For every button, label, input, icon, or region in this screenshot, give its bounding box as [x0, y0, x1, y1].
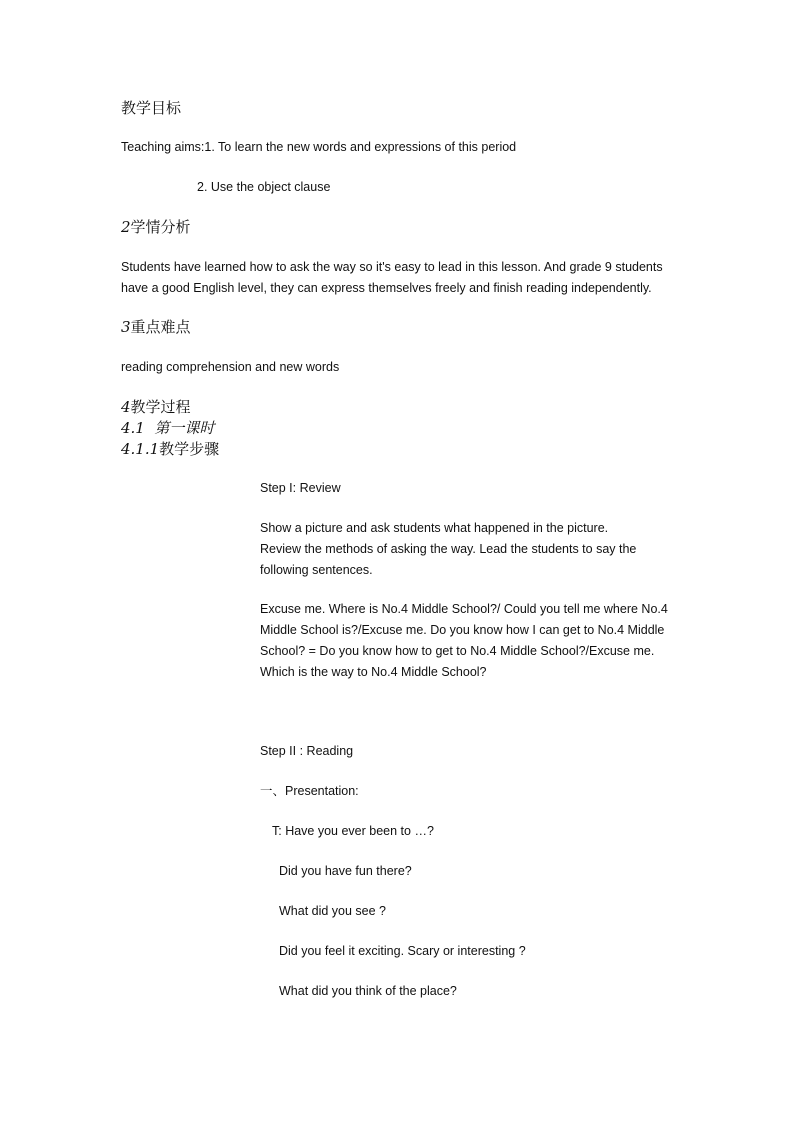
step-1-line-2: Review the methods of asking the way. Lead the students to say the: [260, 542, 637, 556]
heading-key-points: 3重点难点: [121, 318, 191, 336]
teaching-aims-line-2: 2. Use the object clause: [197, 180, 331, 194]
heading-student-analysis: 2学情分析: [121, 218, 191, 236]
key-points-text: reading comprehension and new words: [121, 360, 340, 374]
step-1-line-3: following sentences.: [260, 563, 373, 577]
excuse-line-2: Middle School is?/Excuse me. Do you know how I can get to No.4 Middle: [260, 623, 665, 637]
excuse-line-3: School? = Do you know how to get to No.4 Middle School?/Excuse me.: [260, 644, 655, 658]
question-3: What did you see ?: [279, 904, 387, 918]
question-5: What did you think of the place?: [279, 984, 457, 998]
heading-teaching-process: 4教学过程: [121, 398, 191, 416]
excuse-line-1: Excuse me. Where is No.4 Middle School?/ Could you tell me where No.4: [260, 602, 668, 616]
question-4: Did you feel it exciting. Scary or interesting ?: [279, 944, 526, 958]
step-2-title: Step II : Reading: [260, 744, 354, 758]
question-1: T: Have you ever been to …?: [272, 824, 434, 838]
analysis-line-2: have a good English level, they can express themselves freely and finish reading independently.: [121, 281, 652, 295]
presentation-label: 一、Presentation:: [260, 784, 359, 798]
subheading-first-lesson: 4.1 第一课时: [121, 419, 215, 437]
step-1-title: Step I: Review: [260, 481, 341, 495]
step-1-line-1: Show a picture and ask students what happened in the picture.: [260, 521, 609, 535]
excuse-line-4: Which is the way to No.4 Middle School?: [260, 665, 487, 679]
analysis-line-1: Students have learned how to ask the way so it's easy to lead in this lesson. And grade 9 students: [121, 260, 663, 274]
teaching-aims-line-1: Teaching aims:1. To learn the new words and expressions of this period: [121, 140, 517, 154]
heading-teaching-goals: 教学目标: [121, 99, 182, 117]
question-2: Did you have fun there?: [279, 864, 412, 878]
subheading-teaching-steps: 4.1.1教学步骤: [121, 440, 220, 458]
